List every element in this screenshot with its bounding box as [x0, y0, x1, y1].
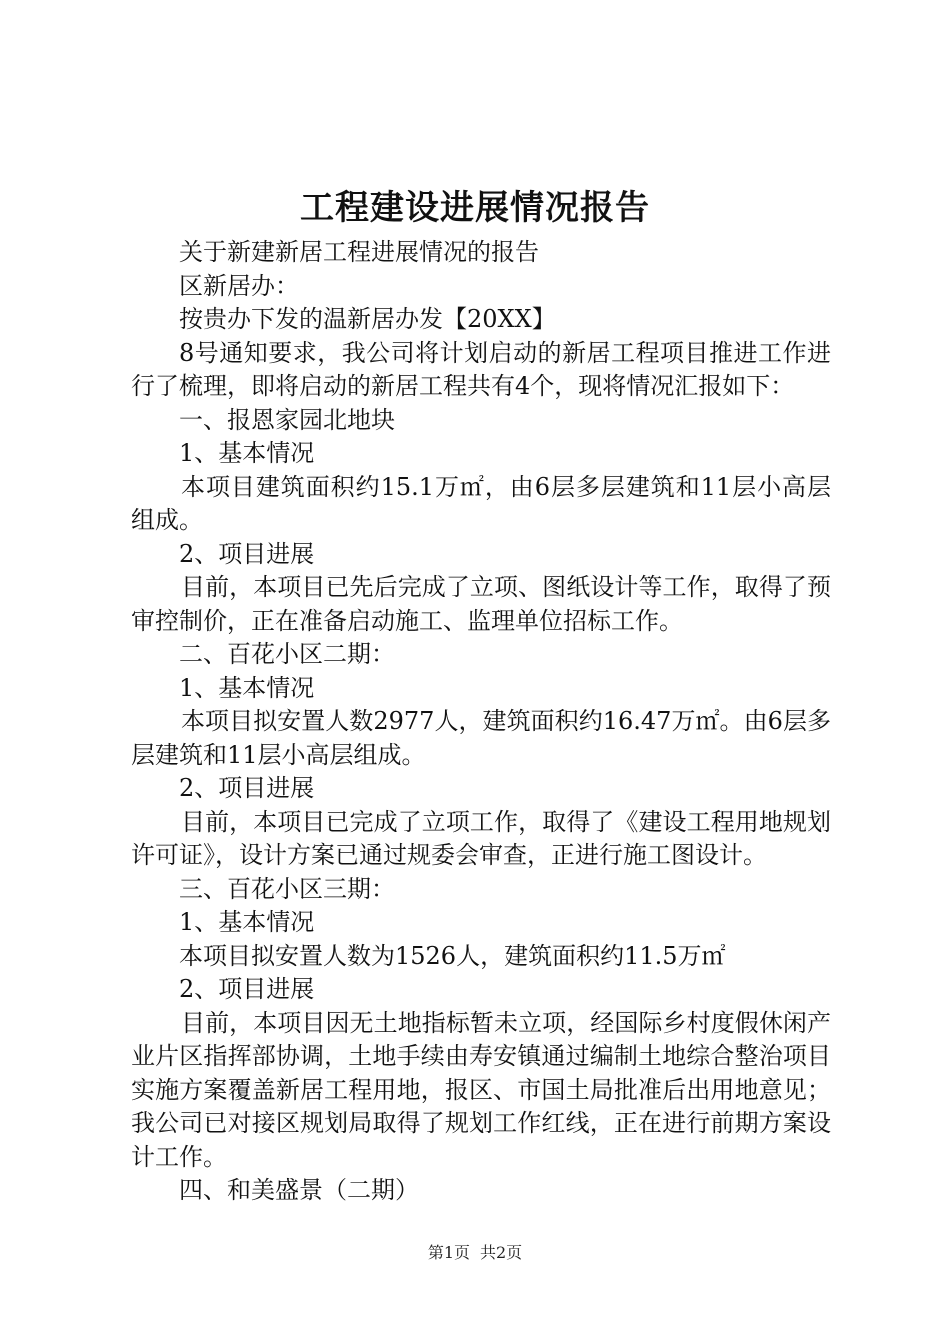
- subsection-heading: 1、基本情况: [179, 908, 315, 936]
- subsection-heading: 1、基本情况: [179, 439, 315, 467]
- addressee: 区新居办：: [179, 271, 299, 300]
- subsection-heading: 2、项目进展: [179, 539, 315, 568]
- report-subject: 关于新建新居工程进展情况的报告: [179, 238, 539, 266]
- page-total: 共2页: [480, 1243, 523, 1262]
- section-heading: 三、百花小区三期：: [179, 874, 395, 903]
- page-number: 第1页: [427, 1243, 470, 1262]
- body-paragraph: 目前，本项目已完成了立项工作，取得了《建设工程用地规划许可证》，设计方案已通过规委会审查，正进行施工图设计。: [131, 807, 831, 869]
- intro-paragraph: 8号通知要求，我公司将计划启动的新居工程项目推进工作进行了梳理，即将启动的新居工程共有4个，现将情况汇报如下：: [131, 338, 831, 400]
- body-paragraph: 目前，本项目因无土地指标暂未立项，经国际乡村度假休闲产业片区指挥部协调，土地手续由寿安镇通过编制土地综合整治项目实施方案覆盖新居工程用地，报区、市国土局批准后出用地意见；我公司已对接区规划局取得了规划工作红线，正在进行前期方案设计工作。: [131, 1008, 831, 1171]
- subsection-heading: 2、项目进展: [179, 975, 315, 1003]
- document-title: 工程建设进展情况报告: [300, 188, 650, 228]
- subsection-heading: 2、项目进展: [179, 774, 315, 802]
- subsection-heading: 1、基本情况: [179, 673, 315, 702]
- section-heading: 四、和美盛景（二期）: [179, 1176, 419, 1204]
- intro-line: 按贵办下发的温新居办发【20XX】: [179, 305, 556, 333]
- section-heading: 一、报恩家园北地块: [179, 405, 395, 434]
- body-paragraph: 本项目建筑面积约15.1万㎡，由6层多层建筑和11层小高层组成。: [131, 472, 831, 534]
- section-heading: 二、百花小区二期：: [179, 640, 395, 668]
- body-paragraph: 本项目拟安置人数为1526人，建筑面积约11.5万㎡: [179, 941, 726, 970]
- page-footer: [0, 1241, 950, 1265]
- document-body: [131, 236, 831, 1208]
- body-paragraph: 目前，本项目已先后完成了立项、图纸设计等工作，取得了预审控制价，正在准备启动施工、监理单位招标工作。: [131, 573, 831, 635]
- body-paragraph: 本项目拟安置人数2977人，建筑面积约16.47万㎡。由6层多层建筑和11层小高层组成。: [131, 707, 831, 769]
